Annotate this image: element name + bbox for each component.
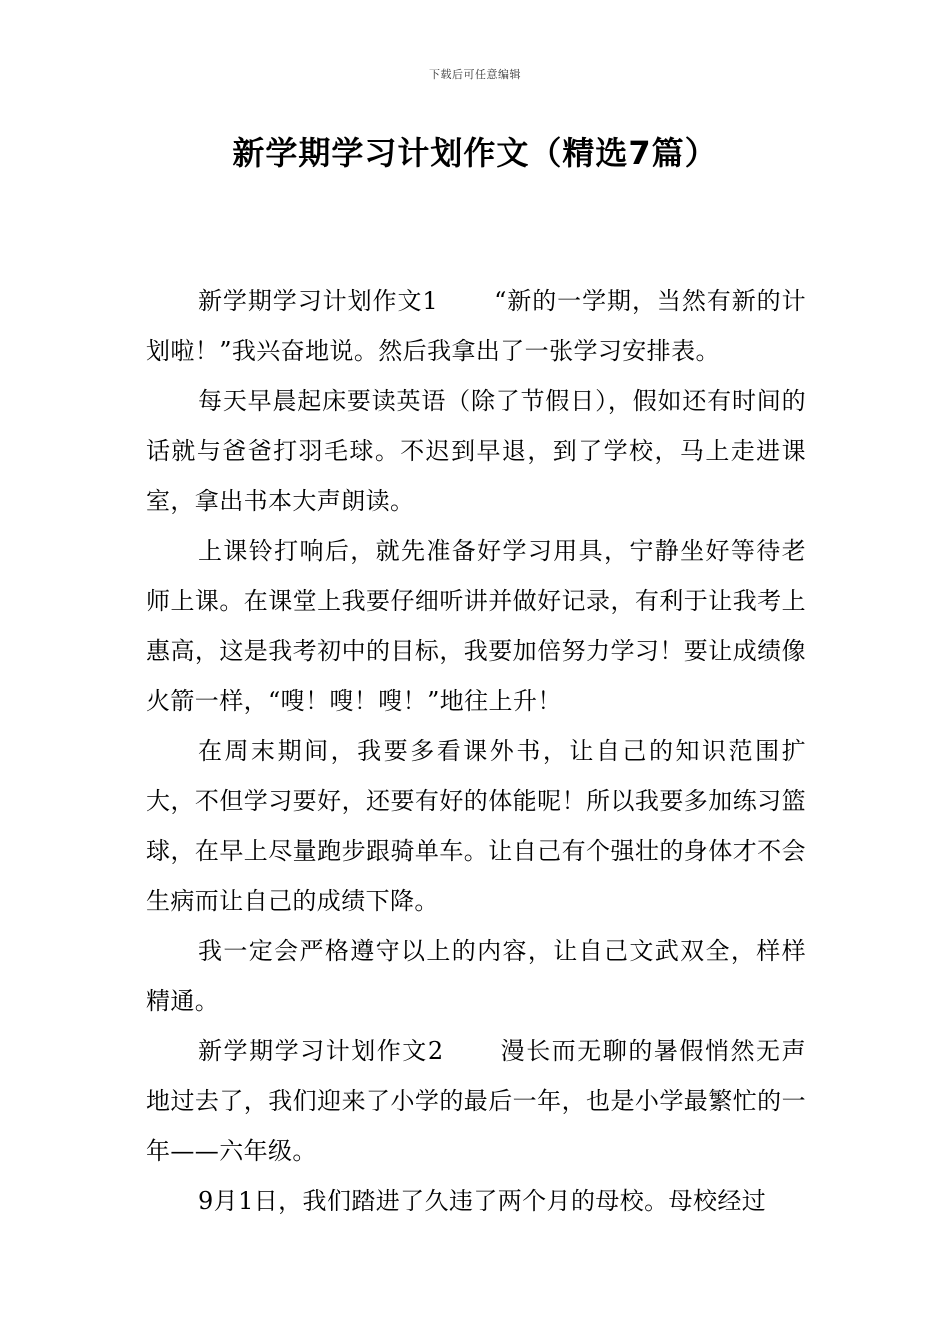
paragraph <box>146 726 806 926</box>
paragraph-text: “新的一学期，当然有新的计划啦！”我兴奋地说。然后我拿出了一张学习安排表。 <box>146 287 806 365</box>
header-note: 下载后可任意编辑 <box>429 68 521 81</box>
paragraph <box>146 376 806 526</box>
paragraph <box>146 276 806 376</box>
paragraph-text: 漫长而无聊的暑假悄然无声地过去了，我们迎来了小学的最后一年，也是小学最繁忙的一年——六年级。 <box>146 1037 806 1165</box>
paragraph <box>146 1176 806 1226</box>
paragraph <box>146 926 806 1026</box>
essay-heading: 新学期学习计划作文2 <box>198 1037 444 1065</box>
essay-heading: 新学期学习计划作文1 <box>198 287 439 315</box>
paragraph-text: 上课铃打响后，就先准备好学习用具，宁静坐好等待老师上课。在课堂上我要仔细听讲并做好记录，有利于让我考上惠高，这是我考初中的目标，我要加倍努力学习！要让成绩像火箭一样，“嗖！嗖！嗖！”地往上升！ <box>146 537 806 715</box>
paragraph <box>146 1026 806 1176</box>
paragraph-text: 每天早晨起床要读英语（除了节假日），假如还有时间的话就与爸爸打羽毛球。不迟到早退，到了学校，马上走进课室，拿出书本大声朗读。 <box>146 387 806 515</box>
document-body <box>146 276 806 1226</box>
paragraph-text: 在周末期间，我要多看课外书，让自己的知识范围扩大，不但学习要好，还要有好的体能呢！所以我要多加练习篮球，在早上尽量跑步跟骑单车。让自己有个强壮的身体才不会生病而让自己的成绩下降。 <box>146 737 806 915</box>
document-title: 新学期学习计划作文（精选7篇） <box>232 134 718 172</box>
paragraph <box>146 526 806 726</box>
paragraph-text: 9月1日，我们踏进了久违了两个月的母校。母校经过 <box>198 1187 767 1215</box>
paragraph-text: 我一定会严格遵守以上的内容，让自己文武双全，样样精通。 <box>146 937 806 1015</box>
